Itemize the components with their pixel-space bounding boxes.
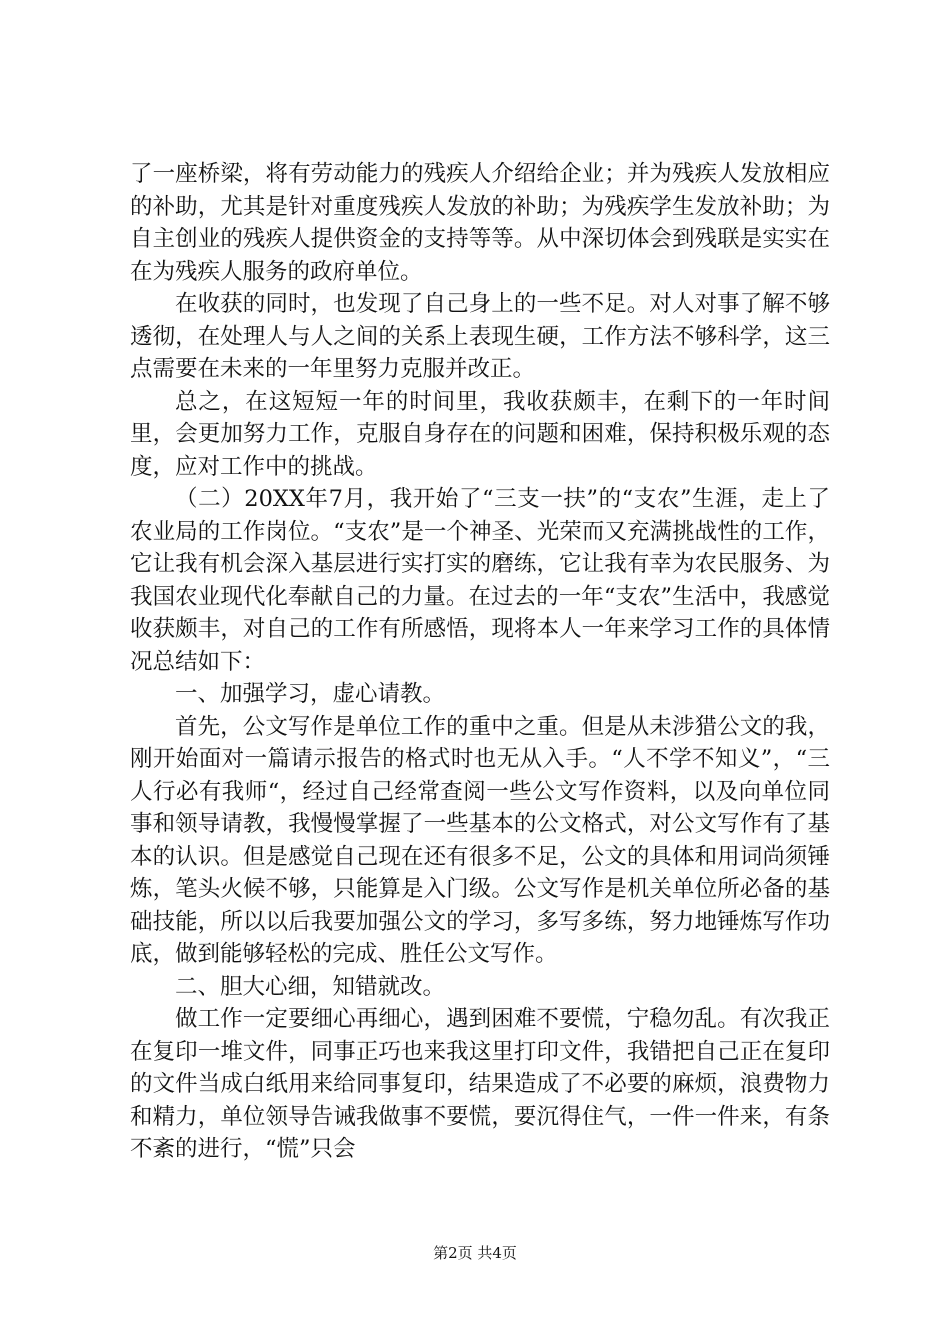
section-heading-1: 一、加强学习，虚心请教。 — [175, 681, 446, 707]
document-body — [130, 158, 830, 1166]
paragraph-4: （二）20XX年7月，我开始了“三支一扶”的“支农”生涯，走上了农业局的工作岗位。“支农”是一个神圣、光荣而又充满挑战性的工作，它让我有机会深入基层进行实打实的磨练，它让我有幸为农民服务、为我国农业现代化奉献自己的力量。在过去的一年“支农”生活中，我感觉收获颇丰，对自己的工作有所感悟，现将本人一年来学习工作的具体情况总结如下： — [130, 486, 830, 675]
section-heading-2: 二、胆大心细，知错就改。 — [175, 973, 446, 1000]
paragraph-3: 总之，在这短短一年的时间里，我收获颇丰，在剩下的一年时间里，会更加努力工作，克服自身存在的问题和困难，保持积极乐观的态度，应对工作中的挑战。 — [130, 388, 830, 480]
paragraph-1: 了一座桥梁，将有劳动能力的残疾人介绍给企业；并为残疾人发放相应的补助，尤其是针对重度残疾人发放的补助；为残疾学生发放补助；为自主创业的残疾人提供资金的支持等等。从中深切体会到残联是实实在在为残疾人服务的政府单位。 — [130, 161, 830, 285]
paragraph-2: 在收获的同时，也发现了自己身上的一些不足。对人对事了解不够透彻，在处理人与人之间的关系上表现生硬，工作方法不够科学，这三点需要在未来的一年里努力克服并改正。 — [130, 291, 830, 382]
paragraph-5: 首先，公文写作是单位工作的重中之重。但是从未涉猎公文的我，刚开始面对一篇请示报告的格式时也无从入手。“人不学不知义”，“三人行必有我师“，经过自己经常查阅一些公文写作资料，以及向单位同事和领导请教，我慢慢掌握了一些基本的公文格式，对公文写作有了基本的认识。但是感觉自己现在还有很多不足，公文的具体和用词尚须锤炼，笔头火候不够，只能算是入门级。公文写作是机关单位所必备的基础技能，所以以后我要加强公文的学习，多写多练，努力地锤炼写作功底，做到能够轻松的完成、胜任公文写作。 — [130, 713, 830, 967]
page-footer: 第2页 共4页 — [433, 1244, 517, 1262]
paragraph-6: 做工作一定要细心再细心，遇到困难不要慌，宁稳勿乱。有次我正在复印一堆文件，同事正巧也来我这里打印文件，我错把自己正在复印的文件当成白纸用来给同事复印，结果造成了不必要的麻烦，浪费物力和精力，单位领导告诫我做事不要慌，要沉得住气，一件一件来，有条不紊的进行，“慌”只会 — [130, 1006, 830, 1162]
